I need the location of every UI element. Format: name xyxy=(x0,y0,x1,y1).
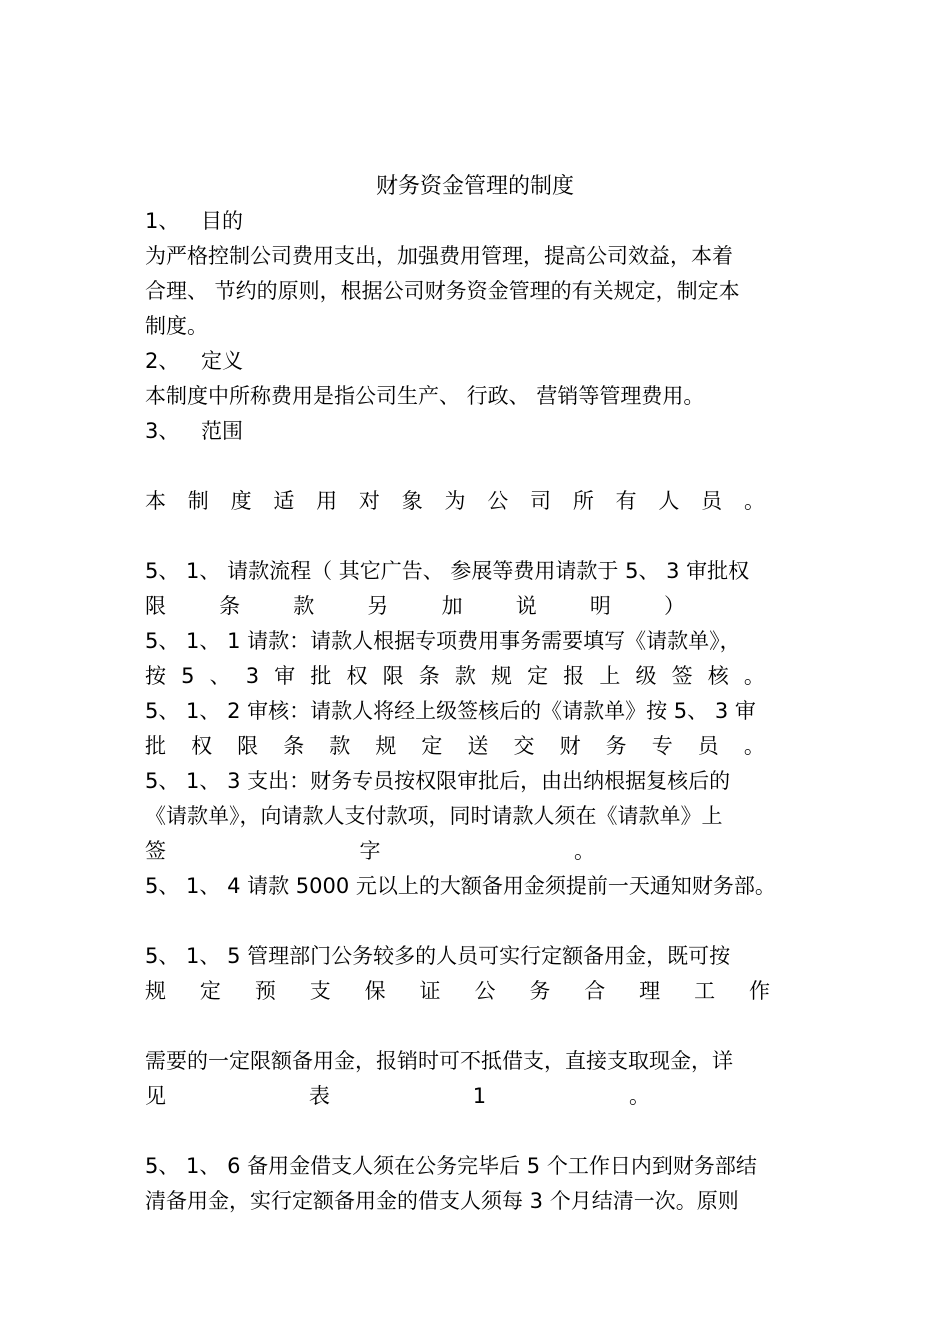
paragraph-line: 本制度中所称费用是指公司生产、 行政、 营销等管理费用。 xyxy=(145,384,705,408)
paragraph-line: 需要的一定限额备用金，报销时可不抵借支，直接支取现金，详 xyxy=(145,1049,733,1073)
justified-char: 公 xyxy=(487,489,509,513)
justified-char: 条 xyxy=(283,734,305,758)
clause-5-1-4: 5、 1、 4 请款 5000 元以上的大额备用金须提前一天通知财务部。 xyxy=(145,874,776,898)
section-3-heading xyxy=(145,414,243,448)
paragraph-line-justified xyxy=(145,484,765,518)
justified-char: 3 xyxy=(245,664,260,688)
justified-char: 。 xyxy=(629,1084,650,1108)
paragraph-line-justified xyxy=(145,659,765,693)
justified-char: 审 xyxy=(274,664,296,688)
paragraph-line: 清备用金，实行定额备用金的借支人须每 3 个月结清一次。原则 xyxy=(145,1189,739,1213)
section-title: 目的 xyxy=(201,209,243,233)
justified-char: 人 xyxy=(658,489,680,513)
justified-char: 上 xyxy=(599,664,621,688)
clause-5-1-6: 5、 1、 6 备用金借支人须在公务完毕后 5 个工作日内到财务部结 xyxy=(145,1154,757,1178)
justified-char: 1 xyxy=(472,1084,487,1108)
section-title: 定义 xyxy=(201,349,243,373)
justified-char: 度 xyxy=(230,489,252,513)
paragraph-line-justified xyxy=(145,834,595,868)
paragraph-line: 《请款单》，向请款人支付款项，同时请款人须在《请款单》上 xyxy=(145,804,723,828)
justified-char: 有 xyxy=(615,489,637,513)
justified-char: 规 xyxy=(491,664,512,688)
justified-char: 、 xyxy=(209,664,231,688)
justified-char: 。 xyxy=(743,664,765,688)
justified-char: 公 xyxy=(474,979,496,1003)
justified-char: 见 xyxy=(145,1084,166,1108)
justified-char: 用 xyxy=(316,489,338,513)
justified-char: 。 xyxy=(743,734,765,758)
justified-char: 按 xyxy=(145,664,166,688)
justified-char: 款 xyxy=(329,734,351,758)
document-title: 财务资金管理的制度 xyxy=(375,174,574,199)
justified-char: 5 xyxy=(181,664,195,688)
justified-char: 证 xyxy=(419,979,441,1003)
section-number: 1、 xyxy=(145,209,180,233)
justified-char: 为 xyxy=(444,489,466,513)
paragraph-line-justified xyxy=(145,974,770,1008)
paragraph-line-justified xyxy=(145,729,765,763)
justified-char: 务 xyxy=(605,734,627,758)
justified-char: 送 xyxy=(467,734,489,758)
paragraph-line: 制度。 xyxy=(145,314,208,338)
justified-char: 财 xyxy=(559,734,581,758)
justified-char: 条 xyxy=(219,594,241,618)
justified-char: 适 xyxy=(273,489,295,513)
justified-char: 对 xyxy=(358,489,380,513)
justified-char: 制 xyxy=(187,489,209,513)
justified-char: 明 xyxy=(589,594,611,618)
justified-char: 保 xyxy=(364,979,386,1003)
justified-char: 限 xyxy=(382,664,404,688)
justified-char: 。 xyxy=(743,489,765,513)
paragraph-line-justified xyxy=(145,1079,650,1113)
justified-char: 级 xyxy=(635,664,657,688)
justified-char: 所 xyxy=(572,489,594,513)
section-1-heading xyxy=(145,204,243,238)
justified-char: 权 xyxy=(191,734,213,758)
justified-char: 规 xyxy=(145,979,166,1003)
justified-char: 另 xyxy=(367,594,389,618)
paragraph-line-justified xyxy=(145,589,685,623)
section-number: 2、 xyxy=(145,349,180,373)
justified-char: 款 xyxy=(454,664,476,688)
clause-5-1-3: 5、 1、 3 支出：财务专员按权限审批后，由出纳根据复核后的 xyxy=(145,769,731,793)
justified-char: 定 xyxy=(421,734,443,758)
paragraph-line: 为严格控制公司费用支出，加强费用管理，提高公司效益，本着 xyxy=(145,244,733,268)
clause-5-1-2: 5、 1、 2 审核：请款人将经上级签核后的《请款单》按 5、 3 审 xyxy=(145,699,756,723)
justified-char: 核 xyxy=(707,664,729,688)
justified-char: 理 xyxy=(639,979,661,1003)
justified-char: 加 xyxy=(441,594,463,618)
justified-char: 专 xyxy=(651,734,673,758)
justified-char: 员 xyxy=(701,489,723,513)
justified-char: 批 xyxy=(310,664,332,688)
justified-char: 作 xyxy=(748,979,770,1003)
justified-char: 限 xyxy=(145,594,166,618)
paragraph-line: 合理、 节约的原则，根据公司财务资金管理的有关规定，制定本 xyxy=(145,279,740,303)
section-title: 范围 xyxy=(201,419,243,443)
justified-char: 签 xyxy=(145,839,166,863)
justified-char: 批 xyxy=(145,734,166,758)
justified-char: 表 xyxy=(308,1084,330,1108)
justified-char: 支 xyxy=(309,979,331,1003)
justified-char: 限 xyxy=(237,734,259,758)
section-2-heading xyxy=(145,344,243,378)
justified-char: 报 xyxy=(563,664,585,688)
justified-char: 款 xyxy=(293,594,315,618)
clause-5-1-1: 5、 1、 1 请款：请款人根据专项费用事务需要填写《请款单》， xyxy=(145,629,741,653)
justified-char: 条 xyxy=(418,664,440,688)
clause-5-1: 5、 1、 请款流程（ 其它广告、 参展等费用请款于 5、 3 审批权 xyxy=(145,559,750,583)
justified-char: 定 xyxy=(199,979,221,1003)
justified-char: 权 xyxy=(346,664,368,688)
section-number: 3、 xyxy=(145,419,180,443)
justified-char: 规 xyxy=(375,734,397,758)
justified-char: 字 xyxy=(359,839,381,863)
justified-char: 本 xyxy=(145,489,166,513)
justified-char: 合 xyxy=(584,979,606,1003)
clause-5-1-5: 5、 1、 5 管理部门公务较多的人员可实行定额备用金，既可按 xyxy=(145,944,731,968)
justified-char: 交 xyxy=(513,734,535,758)
justified-char: 务 xyxy=(529,979,551,1003)
justified-char: 签 xyxy=(671,664,693,688)
justified-char: 象 xyxy=(401,489,423,513)
justified-char: 。 xyxy=(574,839,595,863)
justified-char: ） xyxy=(663,594,685,618)
justified-char: 定 xyxy=(527,664,549,688)
justified-char: 工 xyxy=(694,979,716,1003)
justified-char: 员 xyxy=(697,734,719,758)
justified-char: 司 xyxy=(530,489,552,513)
justified-char: 预 xyxy=(254,979,276,1003)
justified-char: 说 xyxy=(515,594,537,618)
